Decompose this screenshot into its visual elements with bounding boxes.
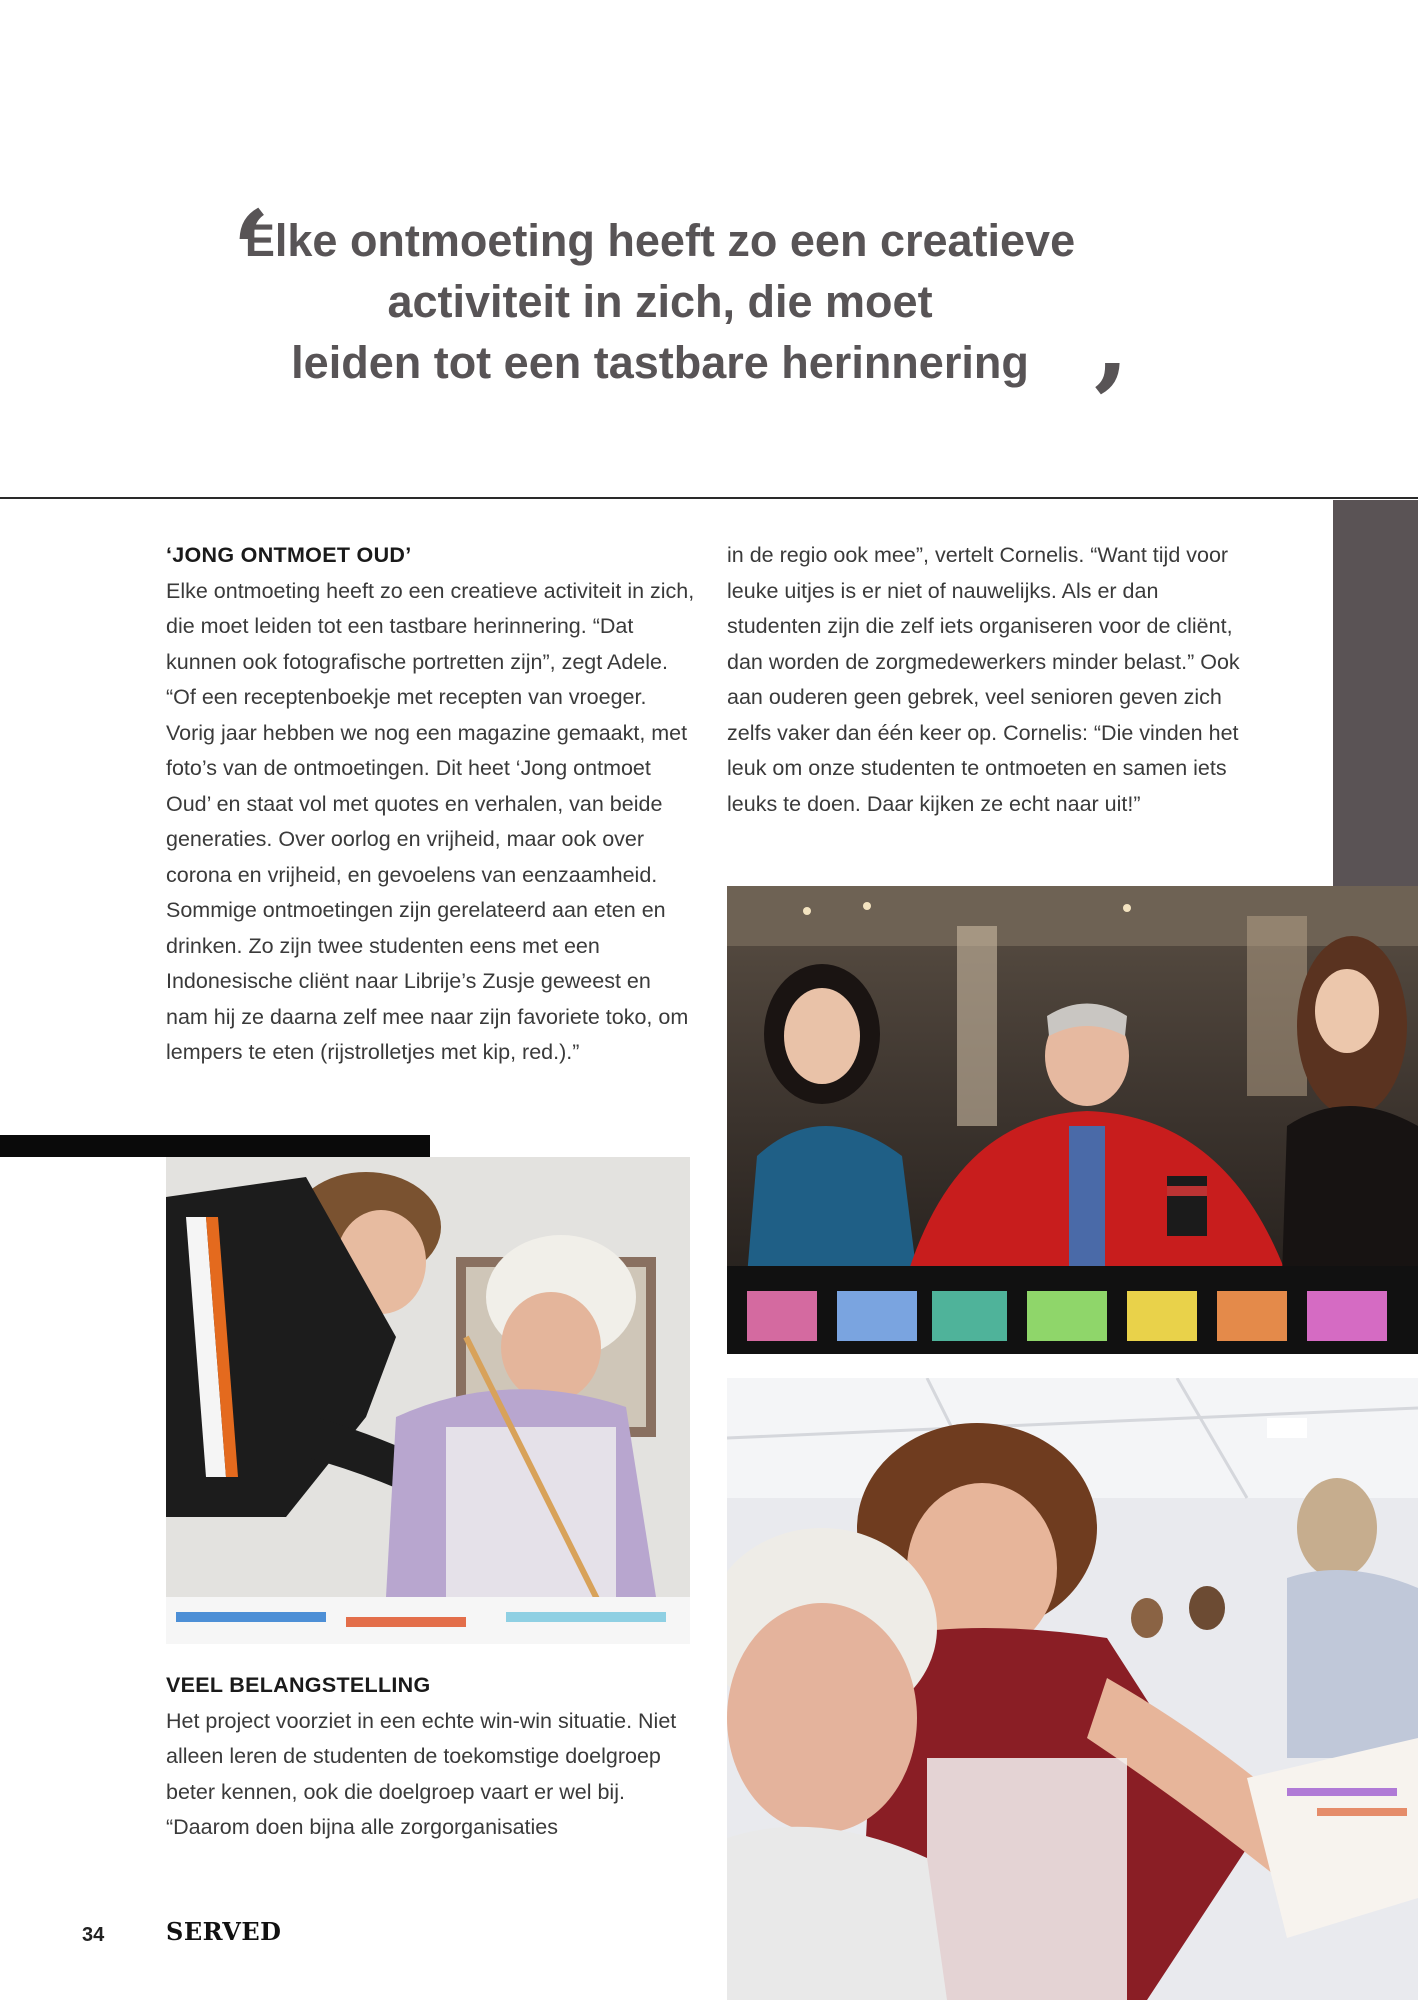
open-quote-mark: ‘ <box>232 186 271 315</box>
page-number: 34 <box>82 1924 105 1946</box>
left-column <box>166 538 696 1071</box>
horizontal-rule <box>0 497 1418 499</box>
pull-quote-line-1: Elke ontmoeting heeft zo een creatieve <box>244 215 1076 266</box>
photo-boy-helping-painting <box>166 1157 690 1644</box>
bottom-paragraph: Het project voorziet in een echte win-win situatie. Niet alleen leren de studenten de toekomstige doelgroep beter kennen, ook die doelgroep vaart er wel bij. “Daarom doen bijna alle zorgorganisaties <box>166 1708 677 1839</box>
close-quote-mark: ’ <box>1090 340 1129 469</box>
right-column-paragraph: in de regio ook mee”, vertelt Cornelis. “Want tijd voor leuke uitjes is er niet of nauwelijks. Als er dan studenten zijn die zelf iets organiseren voor de cliënt, dan worden de zorgmedewerkers minder belast.” Ook aan ouderen geen gebrek, veel senioren geven zich zelfs vaker dan één keer op. Cornelis: “Die vinden het leuk om onze studenten te ontmoeten en samen iets leuks te doen. Daar kijken ze echt naar uit!” <box>727 543 1240 816</box>
photo-painting-illustration <box>166 1157 690 1644</box>
photo-woman-helping-elderly <box>727 1378 1418 2000</box>
magazine-brand-logo: SERVED <box>166 1917 282 1946</box>
photo-three-women-table <box>727 886 1418 1354</box>
bottom-left-column <box>166 1668 696 1846</box>
pull-quote-line-3: leiden tot een tastbare herinnering <box>291 337 1029 388</box>
section-heading-jong-ontmoet-oud: ‘JONG ONTMOET OUD’ <box>166 543 412 567</box>
left-column-paragraph: Elke ontmoeting heeft zo een creatieve activiteit in zich, die moet leiden tot een tastbare herinnering. “Dat kunnen ook fotografische portretten zijn”, zegt Adele. “Of een receptenboekje met recepten van vroeger. Vorig jaar hebben we nog een magazine gemaakt, met foto’s van de ontmoetingen. Dit heet ‘Jong ontmoet Oud’ en staat vol met quotes en verhalen, van beide generaties. Over oorlog en vrijheid, maar ook over corona en vrijheid, en gevoelens van eenzaamheid. Sommige ontmoetingen zijn gerelateerd aan eten en drinken. Zo zijn twee studenten eens met een Indonesische cliënt naar Librije’s Zusje geweest en nam hij ze daarna zelf mee naar zijn favoriete toko, om lempers te eten (rijstrolletjes met kip, red.).” <box>166 578 695 1064</box>
decorative-side-block <box>1333 500 1418 886</box>
decorative-black-bar <box>0 1135 430 1157</box>
photo-three-women-illustration <box>727 886 1418 1354</box>
pull-quote <box>180 210 1140 393</box>
section-heading-veel-belangstelling: VEEL BELANGSTELLING <box>166 1673 431 1697</box>
pull-quote-line-2: activiteit in zich, die moet <box>387 276 933 327</box>
photo-helping-illustration <box>727 1378 1418 2000</box>
right-column <box>727 538 1257 822</box>
